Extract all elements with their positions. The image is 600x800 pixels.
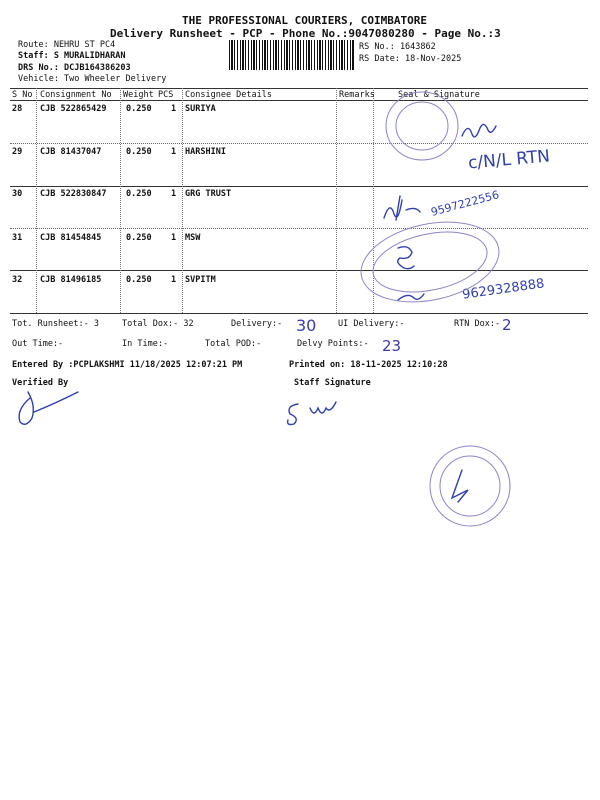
handwritten-return-note: c/N/L RTN [467, 146, 551, 174]
table-row-sno: 28 [12, 104, 23, 114]
table-row-weight: 0.250 [126, 104, 152, 114]
runsheet-subtitle: Delivery Runsheet - PCP - Phone No.:9047080280 - Page No.:3 [110, 27, 501, 40]
table-row-sno: 31 [12, 233, 23, 243]
signature-row-31 [398, 247, 414, 269]
table-row-consignee: SURIYA [185, 104, 216, 114]
table-row-consignment: CJB 81496185 [40, 275, 102, 285]
table-row-consignee: HARSHINI [185, 147, 226, 157]
total-dox: Total Dox:- 32 [122, 319, 194, 329]
drs-info: DRS No.: DCJB164386203 [18, 63, 131, 73]
verified-by-signature [19, 392, 78, 424]
table-row-consignment: CJB 522830847 [40, 189, 107, 199]
delivery-label: Delivery:- [231, 319, 283, 329]
header-weight: Weight [123, 90, 154, 100]
table-row-consignment: CJB 81437047 [40, 147, 102, 157]
signature-row-32 [398, 294, 424, 300]
table-row-pcs: 1 [171, 147, 177, 157]
route-info: Route: NEHRU ST PC4 [18, 40, 116, 50]
table-row-pcs: 1 [171, 189, 177, 199]
in-time-label: In Time:- [122, 339, 169, 349]
out-time-label: Out Time:- [12, 339, 64, 349]
vehicle-info: Vehicle: Two Wheeler Delivery [18, 74, 167, 84]
header-pcs: PCS [158, 90, 174, 100]
signature-row-28 [462, 124, 496, 136]
header-remarks: Remarks [339, 90, 375, 100]
table-row-consignment: CJB 81454845 [40, 233, 102, 243]
table-row-pcs: 1 [171, 275, 177, 285]
delivery-points-label: Delvy Points:- [297, 339, 369, 349]
table-row-consignee: MSW [185, 233, 201, 243]
header-seal-signature: Seal & Signature [398, 90, 480, 100]
rtn-dox-label: RTN Dox:- [454, 319, 501, 329]
verified-by-label: Verified By [12, 378, 69, 388]
table-row-consignment: CJB 522865429 [40, 104, 107, 114]
table-row-pcs: 1 [171, 233, 177, 243]
handwritten-phone-number: 9629328888 [461, 276, 546, 303]
handwritten-rtn-value: 2 [502, 316, 512, 334]
table-row-consignee: SVPITM [185, 275, 216, 285]
table-row-weight: 0.250 [126, 233, 152, 243]
table-row-sno: 29 [12, 147, 23, 157]
total-pod-label: Total POD:- [205, 339, 262, 349]
table-row-pcs: 1 [171, 104, 177, 114]
tot-runsheet: Tot. Runsheet:- 3 [12, 319, 99, 329]
table-row-weight: 0.250 [126, 147, 152, 157]
signature-row-30 [384, 196, 420, 220]
staff-signature [288, 402, 336, 425]
table-row-weight: 0.250 [126, 275, 152, 285]
table-row-sno: 32 [12, 275, 23, 285]
seal-stamp [354, 210, 507, 313]
printed-on: Printed on: 18-11-2025 12:10:28 [289, 360, 448, 370]
handwritten-delivery-value: 30 [296, 316, 317, 335]
header-sno: S No [12, 90, 33, 100]
ui-delivery-label: UI Delivery:- [338, 319, 405, 329]
table-row-sno: 30 [12, 189, 23, 199]
handwritten-phone-number: 9597222556 [429, 188, 501, 219]
rs-number: RS No.: 1643862 [359, 42, 436, 52]
company-title: THE PROFESSIONAL COURIERS, COIMBATORE [182, 14, 428, 27]
seal-stamp [430, 446, 510, 526]
rs-date: RS Date: 18-Nov-2025 [359, 54, 462, 64]
table-row-weight: 0.250 [126, 189, 152, 199]
staff-signature-label: Staff Signature [294, 378, 371, 388]
entered-by: Entered By :PCPLAKSHMI 11/18/2025 12:07:21 PM [12, 360, 243, 370]
bottom-signature [452, 470, 468, 502]
header-consignment: Consignment No [40, 90, 112, 100]
table-row-consignee: GRG TRUST [185, 189, 232, 199]
header-consignee: Consignee Details [185, 90, 272, 100]
staff-info: Staff: S MURALIDHARAN [18, 51, 126, 61]
handwritten-delivery-points-value: 23 [382, 337, 402, 355]
seal-stamp [386, 92, 458, 160]
